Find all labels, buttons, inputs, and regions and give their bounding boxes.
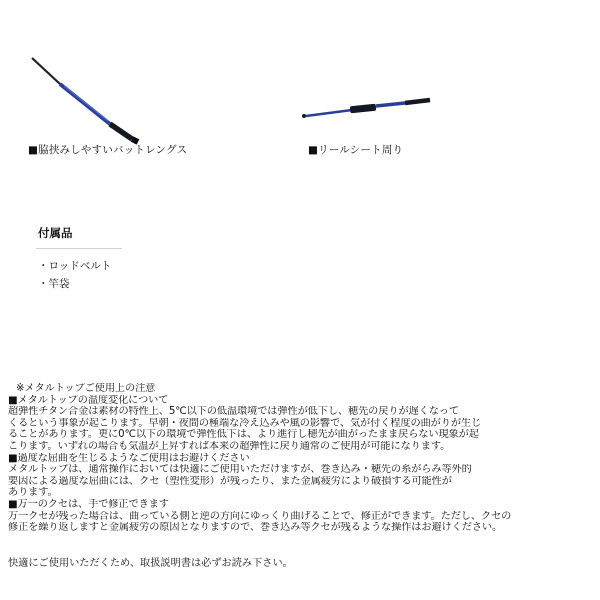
accessory-rod-belt: ・ロッドベルト <box>38 260 112 272</box>
notes-line: 修正を繰り返しますと金属疲労の原因となりますので、巻き込み等クセが残るような操作はお避けください。 <box>8 522 503 534</box>
notes-line: メタルトップは、通常操作においては快適にご使用いただけますが、巻き込み・穂先の糸がらみ等外的 <box>8 464 472 476</box>
notes-section-temperature: ■メタルトップの温度変化について <box>8 394 169 406</box>
notes-line: 超弾性チタン合金は素材の特性上、5℃以下の低温環境では弾性が低下し、穂先の戻りが遅くなって <box>8 406 459 418</box>
accessory-rod-bag: ・竿袋 <box>38 278 70 290</box>
rod-butt-icon <box>32 58 138 142</box>
accessories-divider <box>36 248 122 249</box>
manual-reminder: 快適にご使用いただくため、取扱説明書は必ずお読み下さい。 <box>8 558 293 569</box>
notes-section-correction: ■万一のクセは、手で修正できます <box>8 498 169 510</box>
accessories-heading: 付属品 <box>38 226 73 240</box>
notes-line: あります。 <box>8 487 58 499</box>
metal-top-notes <box>8 383 596 534</box>
notes-line: 要因による過度な屈曲には、クセ（塑性変形）が残ったり、また金属疲労により破損する可能性が <box>8 475 452 487</box>
notes-section-bending: ■過度な屈曲を生じるようなご使用はお避けください <box>8 452 250 464</box>
butt-length-caption: ■脇挟みしやすいバットレングス <box>28 144 188 156</box>
reel-seat-image <box>300 90 440 130</box>
reel-seat-icon <box>302 100 430 118</box>
reel-seat-caption: ■リールシート周り <box>308 144 404 156</box>
rod-butt-image <box>20 50 150 145</box>
notes-title: ※メタルトップご使用上の注意 <box>16 383 156 394</box>
notes-line: 万一クセが残った場合は、曲っている側と逆の方向にゆっくり曲げることで、修正ができます。ただし、クセの <box>8 510 512 522</box>
notes-line: こります。いずれの場合も気温が上昇すれば本来の超弾性に戻り通常のご使用が可能になります。 <box>8 440 451 452</box>
notes-line: くるという事象が起こります。早朝・夜間の極端な冷え込みや風の影響で、気が付く程度の曲がりが生じ <box>8 417 482 429</box>
notes-line: ることがあります。更に0℃以下の環境で弾性低下は、より進行し穂先が曲がったまま戻らない現象が起 <box>8 429 479 441</box>
